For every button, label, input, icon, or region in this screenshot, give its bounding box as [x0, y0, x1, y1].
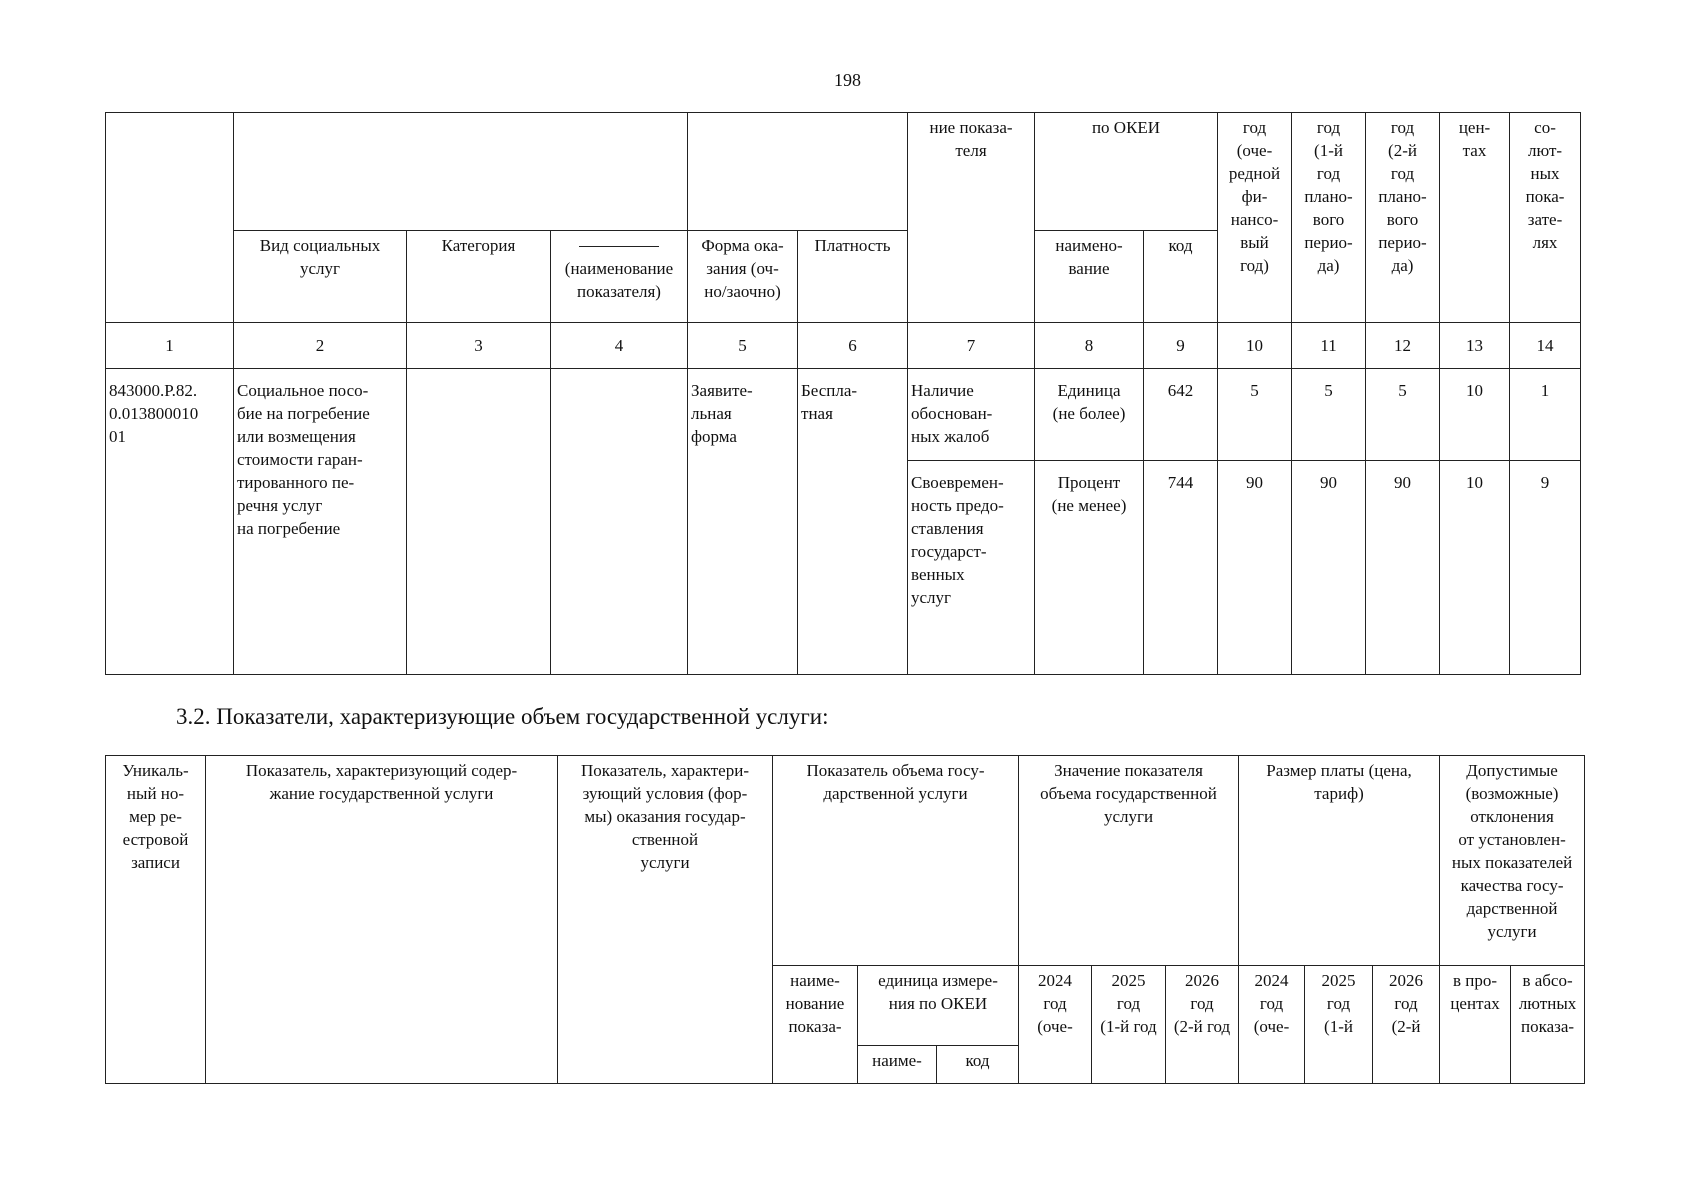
- sub-deviation-absolute: в абсо- лютных показа-: [1511, 966, 1585, 1084]
- header-category: Категория: [407, 231, 551, 323]
- header-okei-group: по ОКЕИ: [1035, 113, 1218, 231]
- header-payment: Платность: [798, 231, 908, 323]
- header-volume-value: Значение показателя объема государственной услуги: [1019, 756, 1239, 966]
- deviation-percent: 10: [1440, 369, 1510, 461]
- header-deviations: Допустимые (возможные) отклонения от установлен- ных показателей качества госу- дарственной услуги: [1440, 756, 1585, 966]
- section-title: 3.2. Показатели, характеризующие объем государственной услуги:: [176, 704, 829, 729]
- col-number: 4: [551, 323, 688, 369]
- col-number: 8: [1035, 323, 1144, 369]
- value-year-1: 90: [1292, 461, 1366, 675]
- indicator-name: Своевремен- ность предо- ставления государст- венных услуг: [908, 461, 1035, 675]
- header-volume-indicator: Показатель объема госу- дарственной услуги: [773, 756, 1019, 966]
- col-number: 14: [1510, 323, 1581, 369]
- col-number: 7: [908, 323, 1035, 369]
- col-number: 3: [407, 323, 551, 369]
- unit-code: 642: [1144, 369, 1218, 461]
- sub-value-2026: 2026 год (2-й год: [1166, 966, 1239, 1084]
- indicator-name: Наличие обоснован- ных жалоб: [908, 369, 1035, 461]
- header-year-1: год (1-й год плано- вого перио- да): [1292, 113, 1366, 323]
- unit-code: 744: [1144, 461, 1218, 675]
- header-form: Форма ока- зания (оч- но/заочно): [688, 231, 798, 323]
- header-year-2: год (2-й год плано- вого перио- да): [1366, 113, 1440, 323]
- header-year-current: год (оче- редной фи- нансо- вый год): [1218, 113, 1292, 323]
- header-percent: цен- тах: [1440, 113, 1510, 323]
- sub-unit-code: код: [937, 1046, 1019, 1084]
- category-cell: [407, 369, 551, 675]
- value-year-current: 5: [1218, 369, 1292, 461]
- quality-indicators-table: [105, 112, 1581, 675]
- header-cell-empty-1: [106, 113, 234, 323]
- header-cell-empty-3: [688, 113, 908, 231]
- payment-type: Бесплa- тная: [798, 369, 908, 675]
- sub-deviation-percent: в про- центах: [1440, 966, 1511, 1084]
- page-number: 198: [834, 70, 861, 90]
- col-number: 9: [1144, 323, 1218, 369]
- header-okei-name: наимено- вание: [1035, 231, 1144, 323]
- header-indicator-blank: (наименование показателя): [551, 231, 688, 323]
- col-number: 2: [234, 323, 407, 369]
- header-okei-code: код: [1144, 231, 1218, 323]
- value-year-current: 90: [1218, 461, 1292, 675]
- col-number: 1: [106, 323, 234, 369]
- deviation-absolute: 1: [1510, 369, 1581, 461]
- col-number: 11: [1292, 323, 1366, 369]
- header-service-type: Вид социальных услуг: [234, 231, 407, 323]
- col-number: 5: [688, 323, 798, 369]
- service-name: Социальное посо- бие на погребение или возмещения стоимости гаран- тированного пе- речня услуг на погребение: [234, 369, 407, 675]
- deviation-absolute: 9: [1510, 461, 1581, 675]
- col-number: 13: [1440, 323, 1510, 369]
- header-fee: Размер платы (цена, тариф): [1239, 756, 1440, 966]
- service-form: Заявите- льная форма: [688, 369, 798, 675]
- header-conditions-indicator: Показатель, характери- зующий условия (фор- мы) оказания государ- ственной услуги: [558, 756, 773, 1084]
- col-number: 10: [1218, 323, 1292, 369]
- sub-value-2024: 2024 год (оче-: [1019, 966, 1092, 1084]
- header-cell-empty-2: [234, 113, 688, 231]
- value-year-1: 5: [1292, 369, 1366, 461]
- deviation-percent: 10: [1440, 461, 1510, 675]
- sub-unit-okei: единица измере- ния по ОКЕИ: [858, 966, 1019, 1046]
- sub-fee-2026: 2026 год (2-й: [1373, 966, 1440, 1084]
- sub-indicator-name: наиме- нование показа-: [773, 966, 858, 1084]
- header-indicator-name: ние показа- теля: [908, 113, 1035, 323]
- sub-fee-2025: 2025 год (1-й: [1305, 966, 1373, 1084]
- indicator-blank-cell: [551, 369, 688, 675]
- registry-number: 843000.Р.82. 0.013800010 01: [106, 369, 234, 675]
- header-content-indicator: Показатель, характеризующий содер- жание государственной услуги: [206, 756, 558, 1084]
- unit-name: Единица (не более): [1035, 369, 1144, 461]
- header-registry-number: Уникаль- ный но- мер ре- естровой записи: [106, 756, 206, 1084]
- sub-unit-name: наиме-: [858, 1046, 937, 1084]
- value-year-2: 90: [1366, 461, 1440, 675]
- volume-indicators-table: [105, 755, 1585, 1084]
- header-absolute: со- лют- ных пока- зате- лях: [1510, 113, 1581, 323]
- sub-fee-2024: 2024 год (оче-: [1239, 966, 1305, 1084]
- col-number: 12: [1366, 323, 1440, 369]
- value-year-2: 5: [1366, 369, 1440, 461]
- sub-value-2025: 2025 год (1-й год: [1092, 966, 1166, 1084]
- col-number: 6: [798, 323, 908, 369]
- unit-name: Процент (не менее): [1035, 461, 1144, 675]
